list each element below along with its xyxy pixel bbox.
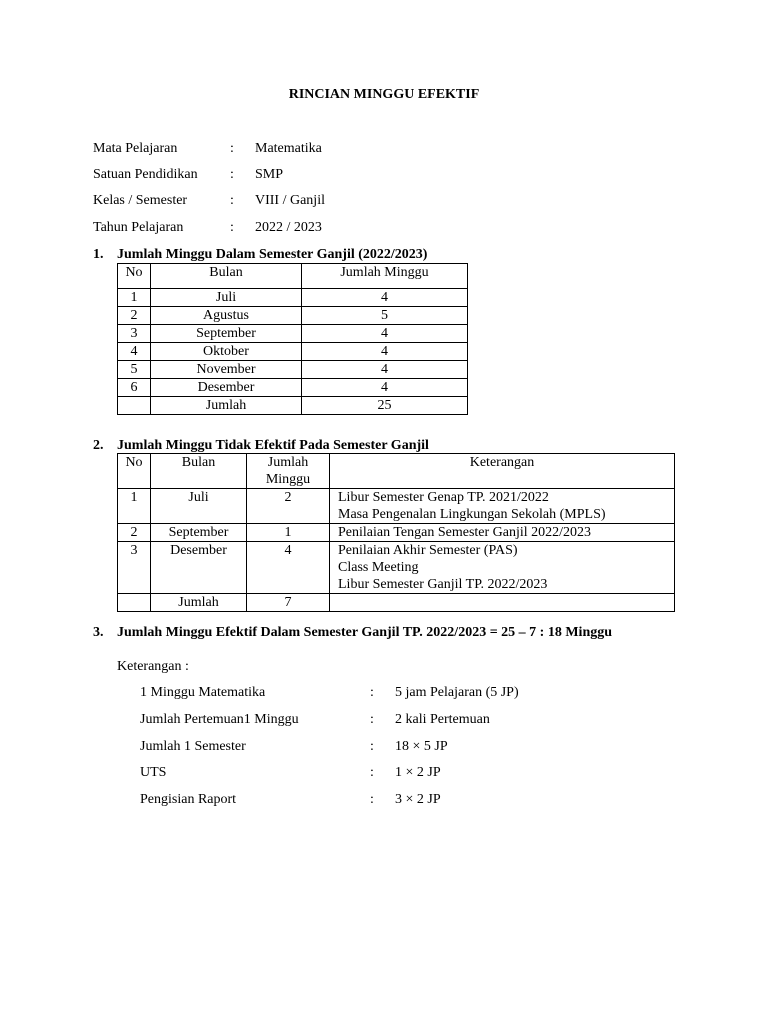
table-header-row xyxy=(118,264,468,289)
meta-colon: : xyxy=(230,193,234,208)
meta-value: 2022 / 2023 xyxy=(255,220,322,235)
meta-value: SMP xyxy=(255,167,284,182)
table-cell: September xyxy=(151,325,302,343)
table-cell: Desember xyxy=(151,379,302,397)
table-row xyxy=(118,542,675,594)
keterangan-value: 1 × 2 JP xyxy=(395,765,441,780)
ket-line: Penilaian Akhir Semester (PAS) xyxy=(338,543,518,558)
meta-colon: : xyxy=(230,167,234,182)
section-number: 1. xyxy=(93,247,104,262)
meta-label: Satuan Pendidikan xyxy=(93,167,198,182)
ket-line: Masa Pengenalan Lingkungan Sekolah (MPLS) xyxy=(338,507,606,522)
table-cell: Juli xyxy=(151,289,302,307)
table-cell: 2 xyxy=(247,489,330,524)
table-header-cell: Bulan xyxy=(151,264,302,289)
table-cell: 3 xyxy=(118,542,151,594)
section-number: 2. xyxy=(93,438,104,453)
table-cell: 1 xyxy=(247,524,330,542)
table-total-row xyxy=(118,594,675,612)
table-cell: Desember xyxy=(151,542,247,594)
keterangan-value: 5 jam Pelajaran (5 JP) xyxy=(395,685,519,700)
ket-line: Libur Semester Genap TP. 2021/2022 xyxy=(338,490,549,505)
table-row xyxy=(118,289,468,307)
table-total-row xyxy=(118,397,468,415)
table-header-cell: Bulan xyxy=(151,454,247,489)
section-title: Jumlah Minggu Efektif Dalam Semester Ganjil TP. 2022/2023 = 25 – 7 : 18 Minggu xyxy=(117,625,613,640)
ket-line: Class Meeting xyxy=(338,560,419,575)
table-cell xyxy=(118,397,151,415)
keterangan-label: 1 Minggu Matematika xyxy=(140,685,266,700)
keterangan-colon: : xyxy=(370,712,374,727)
table-cell: Oktober xyxy=(151,343,302,361)
table-total-value: 25 xyxy=(302,397,468,415)
table-cell xyxy=(330,489,675,524)
table-total-label: Jumlah xyxy=(151,397,302,415)
keterangan-label: Pengisian Raport xyxy=(140,792,237,807)
table-cell xyxy=(330,594,675,612)
table-header-cell xyxy=(247,454,330,489)
table-row xyxy=(118,325,468,343)
table-cell: 4 xyxy=(302,379,468,397)
table-cell: September xyxy=(151,524,247,542)
table-cell: Penilaian Tengan Semester Ganjil 2022/2023 xyxy=(330,524,675,542)
section-title: Jumlah Minggu Dalam Semester Ganjil (2022/2023) xyxy=(117,247,428,262)
table-header-line: Minggu xyxy=(265,472,311,487)
table-header-line: Jumlah xyxy=(267,455,309,470)
meta-colon: : xyxy=(230,220,234,235)
table-cell: 4 xyxy=(302,289,468,307)
meta-label: Tahun Pelajaran xyxy=(93,220,184,235)
meta-label: Kelas / Semester xyxy=(93,193,188,208)
meta-value: Matematika xyxy=(255,141,322,156)
table-cell xyxy=(330,542,675,594)
table-cell: 4 xyxy=(118,343,151,361)
table-row xyxy=(118,379,468,397)
keterangan-heading: Keterangan : xyxy=(117,659,189,674)
table-total-value: 7 xyxy=(247,594,330,612)
table-cell: 3 xyxy=(118,325,151,343)
keterangan-label: Jumlah 1 Semester xyxy=(140,739,246,754)
meta-label: Mata Pelajaran xyxy=(93,141,178,156)
table-cell: 4 xyxy=(302,361,468,379)
keterangan-colon: : xyxy=(370,765,374,780)
table-cell: 1 xyxy=(118,289,151,307)
keterangan-colon: : xyxy=(370,792,374,807)
table-cell: 4 xyxy=(247,542,330,594)
table-cell: 6 xyxy=(118,379,151,397)
keterangan-value: 18 × 5 JP xyxy=(395,739,448,754)
table-cell xyxy=(118,594,151,612)
table-cell: 2 xyxy=(118,307,151,325)
table-row xyxy=(118,361,468,379)
keterangan-value: 3 × 2 JP xyxy=(395,792,441,807)
table-cell: 4 xyxy=(302,343,468,361)
keterangan-colon: : xyxy=(370,685,374,700)
table-header-cell: Keterangan xyxy=(330,454,675,489)
keterangan-label: Jumlah Pertemuan1 Minggu xyxy=(140,712,299,727)
keterangan-colon: : xyxy=(370,739,374,754)
meta-value: VIII / Ganjil xyxy=(255,193,325,208)
section-title: Jumlah Minggu Tidak Efektif Pada Semester Ganjil xyxy=(117,438,429,453)
table-cell: 4 xyxy=(302,325,468,343)
table-header-cell: No xyxy=(118,454,151,489)
table-row xyxy=(118,307,468,325)
table-cell: 5 xyxy=(118,361,151,379)
table-cell: November xyxy=(151,361,302,379)
page-title: RINCIAN MINGGU EFEKTIF xyxy=(288,87,480,102)
weeks-table xyxy=(117,263,468,415)
table-header-row xyxy=(118,454,675,489)
table-total-label: Jumlah xyxy=(151,594,247,612)
table-cell: 2 xyxy=(118,524,151,542)
keterangan-value: 2 kali Pertemuan xyxy=(395,712,490,727)
table-cell: Juli xyxy=(151,489,247,524)
table-header-cell: No xyxy=(118,264,151,289)
table-row xyxy=(118,524,675,542)
meta-colon: : xyxy=(230,141,234,156)
table-header-cell: Jumlah Minggu xyxy=(302,264,468,289)
keterangan-label: UTS xyxy=(140,765,167,780)
section-number: 3. xyxy=(93,625,104,640)
table-row xyxy=(118,343,468,361)
non-effective-weeks-table xyxy=(117,453,675,612)
table-row xyxy=(118,489,675,524)
table-cell: 1 xyxy=(118,489,151,524)
ket-line: Libur Semester Ganjil TP. 2022/2023 xyxy=(338,577,548,592)
table-cell: 5 xyxy=(302,307,468,325)
table-cell: Agustus xyxy=(151,307,302,325)
